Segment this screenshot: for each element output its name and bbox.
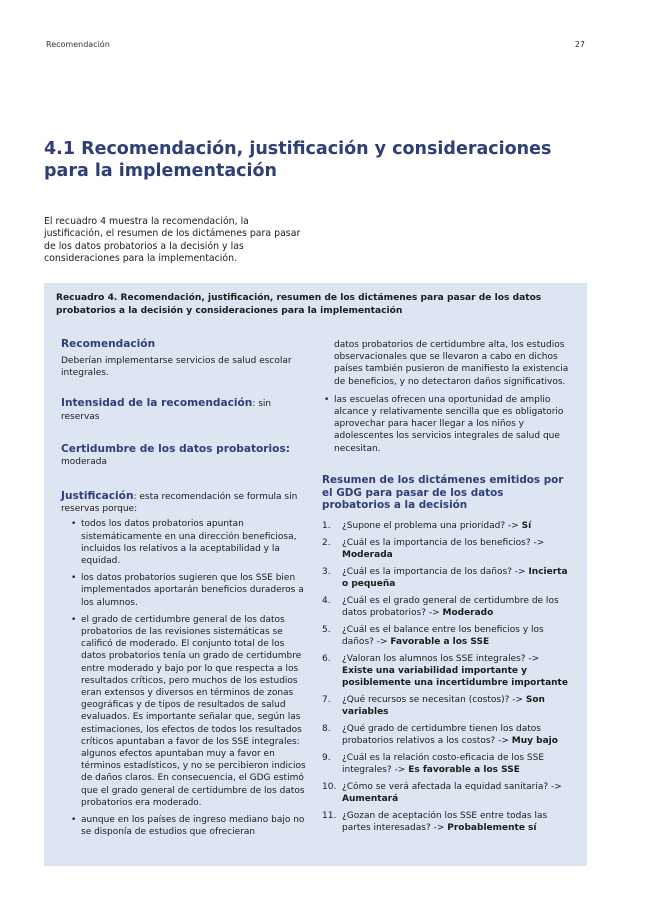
summary-item bbox=[322, 520, 572, 532]
recommendation-heading: Recomendación bbox=[61, 338, 156, 350]
item-answer: Es favorable a los SSE bbox=[408, 765, 520, 776]
item-question: ¿Qué recursos se necesitan (costos)? -> bbox=[342, 695, 526, 706]
box-caption: Recuadro 4. Recomendación, justificación, resumen de los dictámenes para pasar de los datos probatorios a la decisión y consideraciones para la implementación bbox=[56, 293, 542, 316]
item-number: 2. bbox=[322, 538, 331, 549]
item-question: ¿Cómo se verá afectada la equidad sanitaria? -> bbox=[342, 782, 562, 793]
item-number: 9. bbox=[322, 753, 331, 764]
list-item: • el grado de certidumbre general de los datos probatorios de las revisiones sistemáticas se calificó de moderado. El conjunto total de los datos probatorios tenía un grado de certidumbre entre moderado y bajo por lo que respecta a los resultados críticos, pero muchos de los estudios eran extensos y diversos en términos de zonas geográficas y de tipos de resultados de salud evaluados. Es importante señalar que, según las estimaciones, los efectos de todos los resultados críticos apuntaban a favor de los SSE integrales: algunos efectos apuntaban muy a favor en términos estadísticos, y no se percibieron indicios de daños claros. En consecuencia, el GDG estimó que el grado general de certidumbre de los datos probatorios era moderado. bbox=[71, 614, 306, 808]
item-answer: Aumentará bbox=[342, 794, 399, 805]
summary-item bbox=[322, 694, 572, 718]
summary-item bbox=[322, 723, 572, 747]
item-question: ¿Cuál es el grado general de certidumbre de los datos probatorios? -> bbox=[342, 596, 559, 619]
strength-heading: Intensidad de la recomendación bbox=[61, 397, 253, 410]
item-answer: Sí bbox=[521, 521, 532, 532]
summary-item bbox=[322, 537, 572, 561]
summary-item bbox=[322, 653, 572, 689]
item-question: ¿Supone el problema una prioridad? -> bbox=[342, 521, 522, 532]
item-answer: Moderada bbox=[342, 550, 393, 561]
summary-item bbox=[322, 781, 572, 805]
list-item: • las escuelas ofrecen una oportunidad de amplio alcance y relativamente sencilla que es obligatorio aprovechar para hacer llegar a los niños y adolescentes los servicios integrales de salud que necesitan. bbox=[324, 394, 564, 454]
item-number: 8. bbox=[322, 724, 331, 735]
item-number: 6. bbox=[322, 654, 331, 665]
item-number: 4. bbox=[322, 596, 331, 607]
item-question: ¿Qué grado de certidumbre tienen los datos probatorios relativos a los costos? -> bbox=[342, 724, 541, 747]
justification-heading: Justificación bbox=[61, 490, 134, 503]
item-answer: Probablemente sí bbox=[447, 823, 537, 834]
item-question: ¿Cuál es el balance entre los beneficios y los daños? -> bbox=[342, 625, 544, 648]
item-question: ¿Cuál es la importancia de los beneficios? -> bbox=[342, 538, 545, 549]
item-number: 7. bbox=[322, 695, 331, 706]
justification-lead bbox=[61, 490, 309, 515]
bullet-icon: • bbox=[324, 394, 330, 405]
item-number: 3. bbox=[322, 567, 331, 578]
justification-lead-text: : esta recomendación se formula sin reservas porque: bbox=[61, 492, 298, 515]
item-question: ¿Cuál es la importancia de los daños? -> bbox=[342, 567, 529, 578]
box-right-column bbox=[322, 339, 572, 839]
section-title: 4.1 Recomendación, justificación y consideraciones para la implementación bbox=[44, 139, 552, 181]
summary-item bbox=[322, 810, 572, 834]
item-number: 10. bbox=[322, 782, 337, 793]
item-answer: Existe una variabilidad importante y posiblemente una incertidumbre importante bbox=[342, 666, 568, 689]
item-question: ¿Gozan de aceptación los SSE entre todas las partes interesadas? -> bbox=[342, 811, 548, 834]
item-question: ¿Cuál es la relación costo-eficacia de los SSE integrales? -> bbox=[342, 753, 545, 776]
bullet-icon: • bbox=[71, 815, 77, 826]
strength-value: : sin reservas bbox=[61, 399, 272, 422]
item-number: 5. bbox=[322, 625, 331, 636]
page-number: 27 bbox=[574, 40, 585, 49]
item-answer: Muy bajo bbox=[511, 736, 558, 747]
item-question: ¿Valoran los alumnos los SSE integrales? -> bbox=[342, 654, 540, 665]
justification-bullets-continued bbox=[322, 394, 572, 455]
summary-item bbox=[322, 566, 572, 590]
summary-heading: Resumen de los dictámenes emitidos por el GDG para pasar de los datos probatorios a la decisión bbox=[322, 473, 564, 512]
certainty-value: moderada bbox=[61, 456, 107, 467]
certainty-heading: Certidumbre de los datos probatorios: bbox=[61, 442, 290, 455]
box-left-column bbox=[61, 338, 309, 844]
item-number: 1. bbox=[322, 521, 331, 532]
bullet-icon: • bbox=[71, 519, 77, 530]
summary-questions bbox=[322, 520, 572, 834]
justification-bullets bbox=[61, 518, 309, 838]
bullet-icon: • bbox=[71, 573, 77, 584]
summary-item bbox=[322, 595, 572, 619]
recommendation-box bbox=[44, 283, 587, 866]
strength-line bbox=[61, 397, 309, 422]
item-answer: Son variables bbox=[342, 695, 545, 718]
summary-item bbox=[322, 752, 572, 776]
item-number: 11. bbox=[322, 811, 337, 822]
list-item: • los datos probatorios sugieren que los SSE bien implementados aportarán beneficios duraderos a los alumnos. bbox=[71, 573, 304, 608]
item-answer: Favorable a los SSE bbox=[390, 637, 490, 648]
list-item: • aunque en los países de ingreso mediano bajo no se disponía de estudios que ofrecieran bbox=[71, 815, 305, 838]
running-head: Recomendación bbox=[46, 40, 110, 49]
item-answer: Incierta o pequeña bbox=[342, 567, 568, 590]
item-answer: Moderado bbox=[442, 608, 494, 619]
list-item: • todos los datos probatorios apuntan sistemáticamente en una dirección beneficiosa, incluidos los relativos a la aceptabilidad y la equidad. bbox=[71, 519, 297, 567]
justification-continuation: datos probatorios de certidumbre alta, los estudios observacionales que se llevaron a cabo en dichos países también pusieron de manifiesto la existencia de beneficios, y no detectaron daños significativos. bbox=[334, 340, 569, 387]
recommendation-text: Deberían implementarse servicios de salud escolar integrales. bbox=[61, 356, 292, 379]
summary-item bbox=[322, 624, 572, 648]
intro-paragraph: El recuadro 4 muestra la recomendación, la justificación, el resumen de los dictámenes para pasar de los datos probatorios a la decisión y las consideraciones para la implementación. bbox=[44, 216, 301, 264]
bullet-icon: • bbox=[71, 614, 77, 625]
